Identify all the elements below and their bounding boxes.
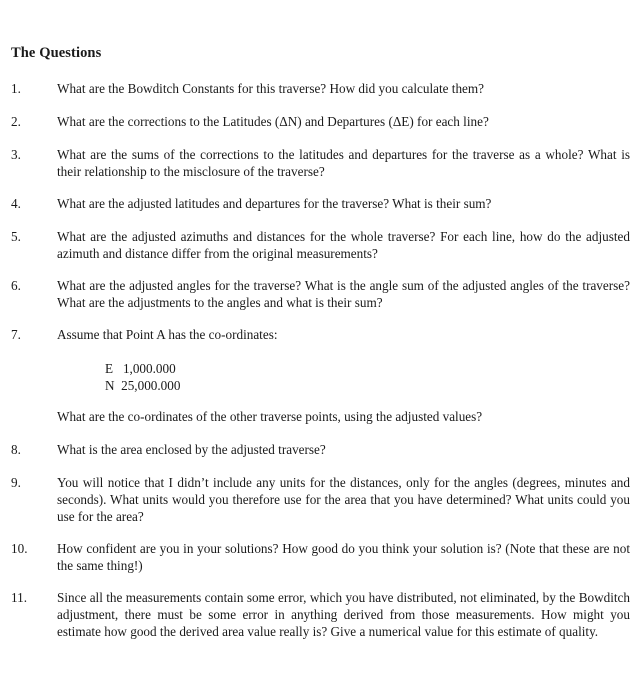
northing-value: N 25,000.000: [105, 378, 181, 393]
question-text: Assume that Point A has the co-ordinates:: [57, 327, 278, 342]
easting-value: E 1,000.000: [105, 361, 176, 376]
question-text: How confident are you in your solutions? How good do you think your solution is? (Note that these are not the same thing!): [57, 541, 630, 573]
question-number: 8.: [11, 442, 21, 457]
question-number: 10.: [11, 541, 28, 556]
question-text: What are the adjusted azimuths and distances for the whole traverse? For each line, how do the adjusted azimuth and distance differ from the original measurements?: [57, 229, 630, 261]
question-number: 11.: [11, 590, 27, 605]
question-text: Since all the measurements contain some error, which you have distributed, not eliminated, by the Bowditch adjustment, there must be some error in anything derived from those measurements. How might you estimate how good the derived area value really is? Give a numerical value for this estimate of quality.: [57, 590, 630, 639]
question-text: What are the Bowditch Constants for this traverse? How did you calculate them?: [57, 81, 484, 96]
question-text: What are the corrections to the Latitudes (ΔN) and Departures (ΔE) for each line?: [57, 114, 489, 129]
question-number: 7.: [11, 327, 21, 342]
question-text: What are the adjusted angles for the traverse? What is the angle sum of the adjusted angles of the traverse? What are the adjustments to the angles and what is their sum?: [57, 278, 630, 310]
question-text: You will notice that I didn’t include any units for the distances, only for the angles (degrees, minutes and seconds). What units would you therefore use for the area that you have determined? What units could you use for the area?: [57, 475, 630, 524]
point-a-coordinates: [105, 360, 180, 394]
question-number: 9.: [11, 475, 21, 490]
question-number: 3.: [11, 147, 21, 162]
question-number: 1.: [11, 81, 21, 96]
question-number: 5.: [11, 229, 21, 244]
page-title: The Questions: [11, 45, 102, 61]
question-number: 2.: [11, 114, 21, 129]
question-number: 6.: [11, 278, 21, 293]
question-text: What is the area enclosed by the adjusted traverse?: [57, 442, 326, 457]
question-number: 4.: [11, 196, 21, 211]
question-text: What are the adjusted latitudes and departures for the traverse? What is their sum?: [57, 196, 492, 211]
question-7-followup: What are the co-ordinates of the other traverse points, using the adjusted values?: [57, 409, 483, 424]
question-text: What are the sums of the corrections to the latitudes and departures for the traverse as a whole? What is their relationship to the misclosure of the traverse?: [57, 147, 630, 179]
